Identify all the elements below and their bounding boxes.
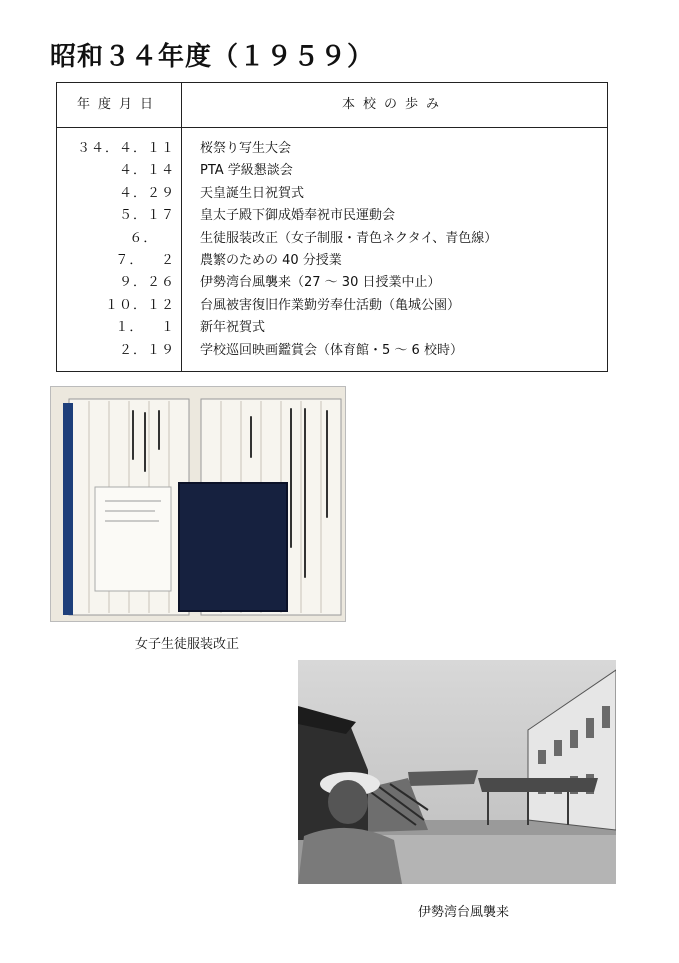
typhoon-damage-image: [298, 660, 616, 884]
row-event: 学校巡回映画鑑賞会（体育館・5 ～ 6 校時）: [200, 342, 463, 358]
table-row: [57, 295, 607, 317]
uniform-document-image: [51, 387, 346, 622]
table-row: [57, 183, 607, 205]
row-event: 伊勢湾台風襲来（27 ～ 30 日授業中止）: [200, 275, 441, 291]
header-date: 年度月日: [57, 83, 182, 127]
table-body: [57, 138, 607, 362]
table-row: [57, 205, 607, 227]
page-title: 昭和３４年度（１９５９）: [50, 42, 375, 72]
table-row: [57, 138, 607, 160]
row-event: 桜祭り写生大会: [200, 141, 292, 156]
row-event: 天皇誕生日祝賀式: [200, 185, 305, 201]
row-date: ３４．４．１１: [76, 141, 175, 156]
header-events: 本校の歩み: [341, 97, 447, 112]
typhoon-photo: [298, 660, 616, 884]
table-row: [57, 317, 607, 339]
row-event: PTA 学級懇談会: [200, 163, 293, 179]
table-row: [57, 340, 607, 362]
table-header-row: [57, 83, 607, 128]
uniform-photo: [50, 386, 346, 622]
row-event: 生徒服装改正（女子制服・青色ネクタイ、青色線）: [200, 230, 498, 246]
row-date: １０．１２: [104, 297, 175, 313]
row-event: 新年祝賀式: [200, 320, 266, 336]
table-row: [57, 250, 607, 272]
typhoon-photo-caption: 伊勢湾台風襲来: [418, 905, 510, 920]
row-date: ９．２６: [118, 275, 175, 291]
row-date: ７． ２: [115, 252, 175, 268]
row-date: ６．: [129, 230, 175, 246]
table-row: [57, 160, 607, 182]
row-date: ４．１４: [118, 163, 175, 179]
table-row: [57, 228, 607, 250]
row-date: ４．２９: [118, 185, 175, 201]
row-event: 農繁のための 40 分授業: [200, 252, 342, 268]
uniform-photo-caption: 女子生徒服装改正: [135, 637, 240, 652]
table-row: [57, 272, 607, 294]
row-date: １． １: [115, 320, 175, 336]
row-date: ２．１９: [118, 342, 175, 358]
row-date: ５．１７: [118, 208, 175, 224]
row-event: 台風被害復旧作業勤労奉仕活動（亀城公園）: [200, 297, 461, 313]
row-event: 皇太子殿下御成婚奉祝市民運動会: [200, 208, 396, 224]
history-table: [56, 82, 608, 372]
